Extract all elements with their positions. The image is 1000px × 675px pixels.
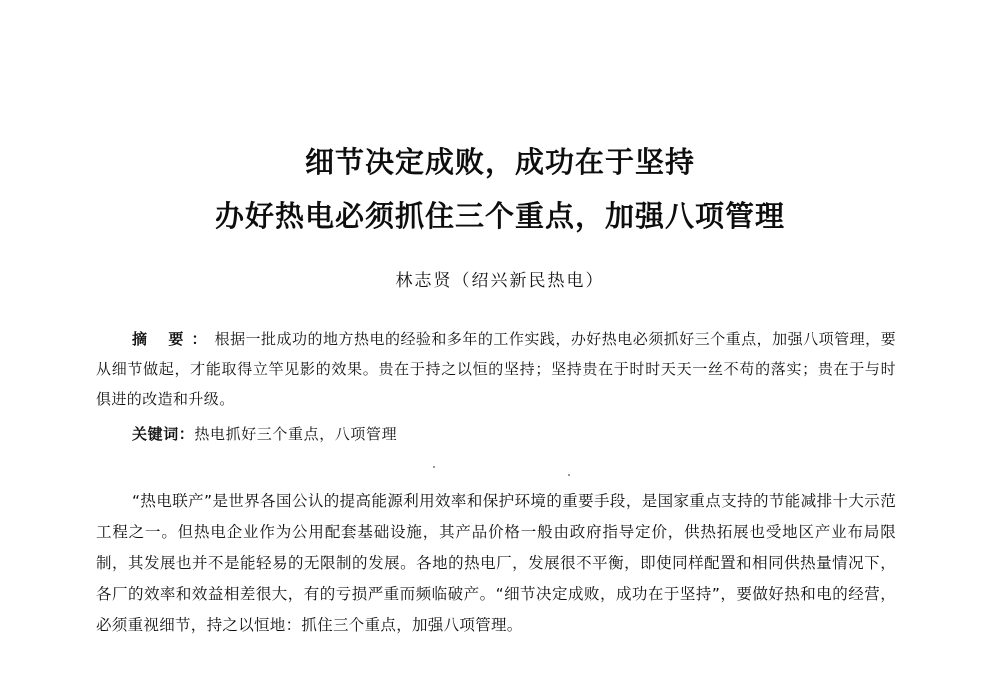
paper-title-line-2: 办好热电必须抓住三个重点，加强八项管理 — [214, 199, 785, 233]
author-affiliation: 林志贤（绍兴新民热电） — [395, 271, 605, 291]
keywords-label: 关键词： — [132, 425, 195, 443]
paper-title-line-1: 细节决定成败，成功在于坚持 — [304, 145, 695, 179]
abstract-text: 根据一批成功的地方热电的经验和多年的工作实践，办好热电必须抓好三个重点，加强八项管理，要从细节做起，才能取得立竿见影的效果。贵在于持之以恒的坚持；坚持贵在于时时天天一丝不苟的落实；贵在于与时俱进的改造和升级。 — [96, 330, 896, 408]
scan-speck — [568, 474, 570, 476]
keywords-block — [132, 423, 397, 444]
body-paragraph-1: “热电联产”是世界各国公认的提高能源利用效率和保护环境的重要手段，是国家重点支持的节能减排十大示范工程之一。但热电企业作为公用配套基础设施，其产品价格一般由政府指导定价，供热拓展也受地区产业布局限制，其发展也并不是能轻易的无限制的发展。各地的热电厂，发展很不平衡，即使同样配置和相同供热量情况下，各厂的效率和效益相差很大，有的亏损严重而频临破产。“细节决定成败，成功在于坚持”，要做好热和电的经营，必须重视细节，持之以恒地：抓住三个重点，加强八项管理。 — [96, 492, 896, 634]
abstract-block — [96, 324, 896, 414]
keywords-text: 热电抓好三个重点，八项管理 — [194, 425, 398, 443]
scan-speck — [433, 466, 435, 468]
abstract-label: 摘 要： — [132, 330, 215, 348]
